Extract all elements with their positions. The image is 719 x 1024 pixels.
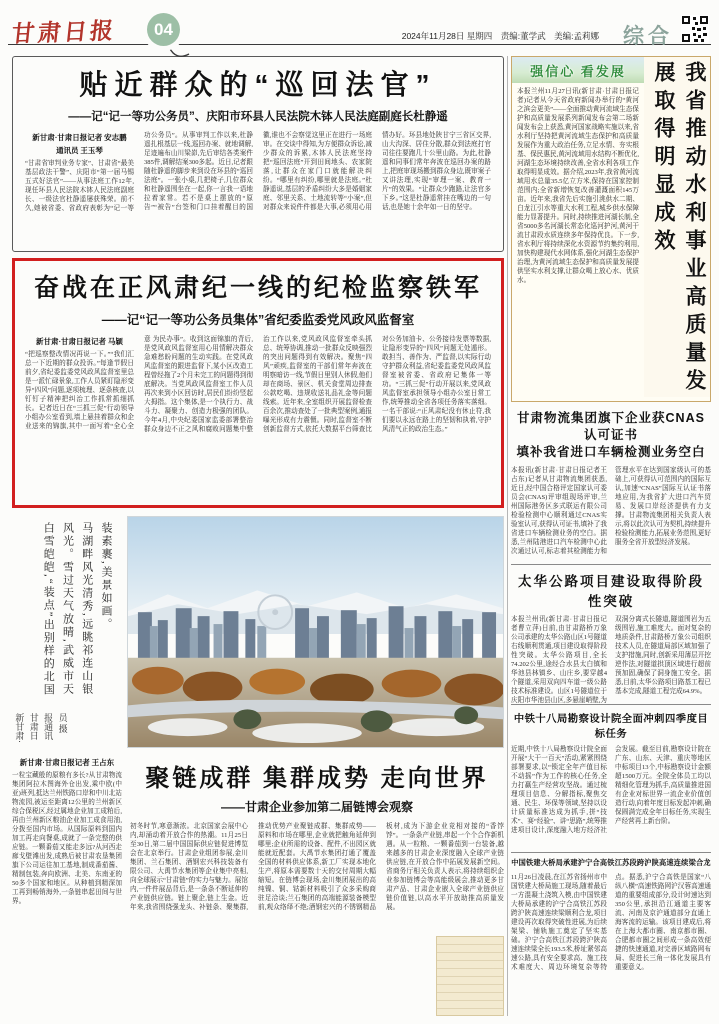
article-judge-title: 贴近群众的“巡回法官” [79, 69, 437, 100]
sidebar-article-bridge [511, 858, 711, 1018]
water-banner: 强信心 看发展 [512, 57, 644, 83]
sidebar-divider-3 [511, 852, 711, 853]
sidebar-article-water [511, 56, 711, 402]
bridge-title: 中国铁建大桥局承建沪宁合高铁江苏段跨沪陕高速连续梁合龙 [511, 858, 711, 867]
article-judge-text: “甘肃省审判业务专家”、甘肃省“最美基层政法干警”、庆阳市“第一届马锡五式好法官”——从事法庭工作12年,现任环县人民法院木钵人民法庭副庭长、一级法官杜静遥屡获殊荣。前不久,她被省委、省政府表彰为“记一等功公务员”。从事审判工作以来,杜静遥扎根基层一线,巡回办案、就地调解,足迹遍布山川梁峁,先后审结各类案件385件,调解结案300多起。近日,记者跟随杜静遥的脚步来到设在环县的“巡回法庭”。一张小桌,几把椅子,几位群众和杜静遥围坐在一起,你一言我一语地拉着家常。若不是桌上摆放的“原告”“被告”台签和门口挂着醒目的国徽,谁也不会察觉这里正在进行一场庭审。在交谈中得知,为方便群众诉讼,减少群众的诉累,木钵人民法庭坚持把“巡回法庭”开到田间地头、农家院落,让群众在家门口就能解决纠纷。“哪里有纠纷,哪里就是法庭。”杜静遥说,基层的矛盾纠纷大多是婚姻家庭、邻里关系、土地流转等“小案”,但对群众来说件件都是大事,必须用心用情办好。环县地处陕甘宁三省区交界,山大沟深、居住分散,群众到法庭打官司往往要跑几十公里山路。为此,杜静遥和同事们常年奔波在巡回办案的路上,把庭审现场搬到群众身边,既审案子又讲法理,实现“审理一案、教育一片”的效果。“让群众少跑路,让法官多下乡。”这是杜静遥常挂在嘴边的一句话,也是她十余年如一日的坚守。 [25, 132, 491, 212]
water-vertical-title: 我省推动水利事业高质量发展取得明显成效 [644, 57, 710, 397]
article-judge-byline2: 通讯员 王玉琴 [56, 146, 103, 155]
article-chain-main [130, 756, 504, 1016]
article-judge-body [25, 131, 491, 249]
column-separator [507, 56, 508, 1016]
zhongtie-title: 中铁十八局勘察设计院全面冲刺四季度目标任务 [513, 714, 709, 740]
city-winter-photo [127, 516, 504, 748]
photo-caption-block [12, 522, 124, 744]
article-chain-subtitle: ——甘肃企业参加第二届链博会观察 [220, 800, 413, 814]
article-chain [12, 756, 504, 1016]
taihua-body: 本报兰州讯(新甘肃·甘肃日报记者曹立萍)日前,由甘肃路桥万象公司承建的太华公路山区1号隧道右线顺利贯通,项目建设取得阶段性突破。太华公路项目,全长74.202公里,途经合水县太白镇和华池县林镇乡、山庄乡,要穿越4个隧道,采用双向四车道一级公路技术标准建设。山区1号隧道位于庆阳市华池县山区,多悬崖峭壁,为双洞分离式长隧道,隧道围岩为五级围岩,施工难度大。面对复杂的地质条件,甘肃路桥万象公司组织技术人员,在隧道局部区域加强了支护措施,同时,创新采用薄层开挖逆作法,对隧道拱顶区域进行超前预加固,确保了洞身施工安全。据悉,目前,太华公路项目路基工程已基本完成,隧道工程完成64.9%。 [511, 616, 711, 704]
bottom-inset-box [436, 936, 504, 1016]
page-badge-tail [168, 47, 190, 63]
cnas-title-line2: 填补我省进口车辆检测业务空白 [516, 445, 706, 459]
article-chain-title: 聚链成群 集群成势 走向世界 [145, 765, 489, 792]
sidebar-article-zhongtie [511, 710, 711, 848]
bridge-body: 11月26日凌晨,在江苏省扬州市中国铁建大桥局施工现场,随着最后一方混凝土浇筑入模,由中国铁建大桥局承建的沪宁合高铁江苏段跨沪陕高速连续梁顺利合龙,项目建设再次取得突破性进展,为后续架梁、铺轨施工奠定了坚实基础。沪宁合高铁江苏段跨沪陕高速连续梁全长193.5米,桥址紧邻高速公路,具有安全要求高、施工技术难度大、周边环境复杂等特点。据悉,沪宁合高铁是国家“八纵八横”高速铁路网沪汉蓉高速通道的重要组成部分,设计时速达到350公里,承担沿江通道主要客流、河南及京沪通道部分直通上海客流的运输。该项目建成后,将在上海大都市圈、南京都市圈、合肥都市圈之间形成一条高效便捷的快速通道,对完善区域路网布局、促进长三角一体化发展具有重要意义。 [511, 874, 711, 971]
cnas-body: 本报讯(新甘肃·甘肃日报记者王占东)记者从甘肃物流集团获悉,近日,经中国合格评定国家认可委员会(CNAS)评审组现场评审,兰州国际港务区多式联运有限公司检验检测中心顺利通过CNAS实验室认可,获得认可证书,填补了我省进口车辆检测业务的空白。据悉,兰州陆港进口汽车检测中心此次通过认可,标志着其检测能力和管理水平在达到国家级认可的基础上,可获得认可范围内的国际互认,加速“CNAS”国际互认证书落地应用,为我省扩大进口汽车贸易、发展口岸经济提供有力支撑。甘肃物流集团相关负责人表示,将以此次认可为契机,持续提升检验检测能力,拓展业务范围,更好服务全省开放型经济发展。 [511, 467, 711, 555]
sidebar-divider-2 [511, 704, 711, 705]
taihua-title: 太华公路项目建设取得阶段性突破 [518, 574, 704, 609]
date-line: 2024年11月28日 星期四 责编:董学武 美编:孟莉娜 [401, 31, 599, 41]
article-judge-byline: 新甘肃·甘肃日报记者 安志鹏 [32, 133, 127, 142]
water-body: 本报兰州11月27日讯(新甘肃·甘肃日报记者)记者从今天省政府新闻办举行的“黄河之滨会更美”——全面推动黄河流域生态保护和高质量发展系列新闻发布会第二场新闻发布会上获悉,黄河国家战略实施以来,省水利厅坚持把黄河流域生态保护和高质量发展作为重大政治任务,立足水情、夯实根基、保民惠民,黄河流域用水结构不断优化,河湖生态环境持续改善,全省水利各项工作取得明显成效。据介绍,2023年,我省黄河流域用水总量35.5亿立方米,保持在国家控制范围内;全省新增恢复改善灌溉面积145万亩。近年来,我省先后实施引洮供水二期、白龙江引水等重大水利工程,城乡供水保障能力显著提升。同时,持续推进河湖长制,全省5000多名河湖长常态化巡河护河,黄河干流甘肃段水质连续多年保持优良。下一步,省水利厅将持续深化水资源节约集约利用,加快构建现代水网体系,强化河湖生态保护治理,为黄河流域生态保护和高质量发展提供坚实水利支撑,让群众喝上放心水、优质水。 [517, 88, 639, 284]
article-discipline-subtitle: ——记“记一等功公务员集体”省纪委监委党风政风监督室 [101, 313, 415, 327]
article-chain-body: 初冬时节,寒意渐浓。北京国家会展中心内,却涌动着开放合作的热潮。11月25日至30日,第二届中国国际供应链促进博览会在北京举行。甘肃企业组团参展,金川集团、兰石集团、酒钢宏兴科技装备有限公司、大禹节水集团等企业集中亮相,向全球展示“甘肃链”的实力与魅力。展馆内,一件件展品背后,是一条条不断延伸的产业链供应链。链上聚企,链上生金。近年来,我省围绕强龙头、补链条、聚集群,推动优势产业聚链成群、集群成势——原料和市场在哪里,企业就把触角延伸到哪里;企业所需的设备、配件,不出园区就能就近配套。大禹节水集团打通了覆盖全国的材料供应体系,新工厂实现本地化生产,将原本需要数十天的交付周期大幅缩短。在链博会现场,金川集团展出的高纯镍、铜、钴新材料吸引了众多采购商驻足洽谈;兰石集团的高端能源装备模型前,观众络绎不绝;酒钢宏兴的不锈钢精品板材,成为下游企业竞相对接的“香饽饽”。一条条产业链,串起一个个合作新机遇。从一粒粮、一颗番茄到一台装备,越来越多的甘肃企业深度融入全球产业链供应链,在开放合作中拓展发展新空间。省商务厅相关负责人表示,将持续组织企业参加链博会等高能级展会,推动更多甘肃产品、甘肃企业嵌入全球产业链供应链价值链,以高水平开放助推高质量发展。 [130, 823, 504, 911]
article-discipline-redbox [12, 258, 504, 508]
photo-section [12, 516, 504, 750]
sidebar-article-cnas [511, 410, 711, 560]
masthead-logo: 甘肃日报 [10, 18, 118, 47]
section-label: 综合 [623, 25, 673, 48]
article-judge [12, 56, 504, 252]
header-rule [8, 44, 711, 45]
article-discipline-body [25, 335, 491, 507]
qr-code-icon [681, 15, 709, 43]
article-discipline-byline: 新甘肃·甘肃日报记者 马颖 [36, 337, 123, 346]
article-discipline-text: “把巡察整改情况再说一下。”“我们汇总一下近期的群众投诉。”每逢节假日前夕,省纪委监委党风政风监督室里总是一派忙碌景象,工作人员紧盯隐形变异“四风”问题,逐项梳理、逐条核查,以钉钉子精神把纠治工作抓常抓细抓长。记者近日在“三抓三促”行动领导小组办公室看到,墙上悬挂着群众和企业送来的锦旗,其中一面写着“全心全意 为民办事”。收到这面锦旗的背后,是党风政风监督室用心用情解决群众急难愁盼问题的生动实践。在党风政风监督室的跟进监督下,某小区改造工程曾经拖了2个月未完工的问题得到彻底解决。当党风政风监督室工作人员再次来到小区回访时,居民们纷纷竖起大拇指。这个集体,是一个执行力、战斗力、凝聚力、创造力极强的团队。今年4月,中央纪委国家监委部署整治群众身边不正之风和腐败问题集中整治工作以来,党风政风监督室牵头抓总、统筹协调,推动一批群众反映强烈的突出问题得到有效解决。聚焦“四风”顽疾,监督室的干部们常年奔波在明察暗访一线,节假日里别人休假,他们却在商场、景区、机关食堂周边排查公款吃喝、违规收送礼品礼金等问题线索。近年来,全室组织开展监督检查百余次,推动查处了一批典型案例,通报曝光形成有力震慑。同时,监督室不断创新监督方式,依托大数据平台筛查比对公务加油卡、公务接待发票等数据,让隐形变异的“四风”问题无处遁形。敢担当、善作为、严监督,以实际行动守护群众利益,省纪委监委党风政风监督室被省委、省政府记集体一等功。“三抓三促”行动开展以来,党风政风监督室承担领导小组办公室日常工作,统筹推动全省各项任务落实落细。一名干部说:“正风肃纪没有休止符,我们要以永远在路上的坚韧和执着,守护风清气正的政治生态。” [25, 336, 491, 433]
article-judge-subtitle: ——记“记一等功公务员”、庆阳市环县人民法院木钵人民法庭副庭长杜静遥 [68, 111, 448, 123]
page-number-badge: 04 [147, 13, 180, 46]
article-chain-byline: 新甘肃·甘肃日报记者 王占东 [19, 758, 115, 767]
sidebar-article-taihua [511, 570, 711, 704]
water-left-column [512, 57, 644, 401]
article-chain-col1-text: 一粒宝藏般的原粮有多长?从甘肃物流集团阿拉木图海外仓出发,乘中欧(中亚)班列,抵达兰州铁路口岸和中川北站物流园,被运至距离12公里的兰州新区综合保税区,经过属地企业加工成粕后,再由兰州新区粮油企业加工成食用油,分拨至国内市场。从国际原料到国内加工再走向餐桌,成就了一条完整的供应链。一颗番茄又能走多远?从河西走廊戈壁滩出发,成熟后被甘肃农垦集团旗下公司运往加工基地,制成番茄酱、精制包装,奔向欧洲、北美、东南亚的50多个国家和地区。从种植到精深加工再到畅销海外,一条链串起田间与世界。 [12, 772, 122, 905]
zhongtie-body: 近期,中铁十八局勘察设计院全面开展“大干一百天”活动,紧紧围绕部署要求,以“锁定全年产值目标不动摇”作为工作的核心任务,全力打赢生产经营攻坚战。通过梳理项目信息、分解指标,聚焦交通、民生、环保等领域,坚持以设计质量标准达成为抓手,拼“技术”、赛“经验”、讲“思路”,统筹推进项目设计,深度融入地方经济社会发展。截至目前,勘察设计院在广东、山东、天津、重庆等地区中标项目13个,中标勘察设计金额超1500万元。全院全体员工均以精细化管理为抓手,高质量推进国有企业对标世界一流企业价值创造行动,向着年度目标发起冲刺,确保圆满完成全年目标任务,实现生产经营再上新台阶。 [511, 746, 711, 834]
photo-credit: 新甘肃·甘肃日报通讯员 摄 [14, 713, 68, 744]
article-discipline-title: 奋战在正风肃纪一线的纪检监察铁军 [33, 274, 482, 302]
photo-caption: 白雪皑皑,“装点”出别样的北国风光。雪过天气放晴,武威市天马湖畔风光清秀,远眺祁连山银装素裹,美景如画。 [42, 522, 112, 697]
sidebar-divider-1 [511, 564, 711, 565]
article-chain-col1 [12, 756, 122, 1016]
cnas-title-line1: 甘肃物流集团旗下企业获CNAS认可证书 [517, 411, 705, 442]
